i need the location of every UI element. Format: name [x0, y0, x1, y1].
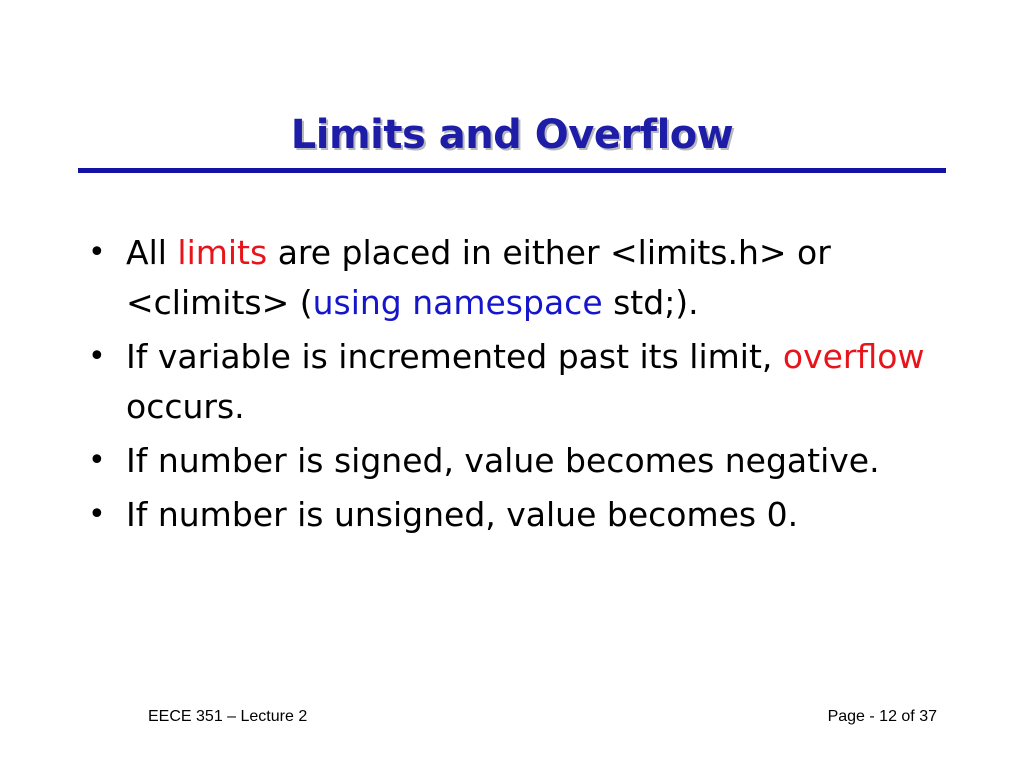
bullet-text-part: are placed in either <limits.h> or <climits> (	[126, 233, 831, 322]
bullet-icon: •	[88, 235, 106, 270]
footer-course-label: EECE 351 – Lecture 2	[148, 708, 308, 725]
bullet-text-part: std;).	[602, 283, 699, 322]
bullet-text-part: If variable is incremented past its limit,	[126, 337, 783, 376]
bullet-icon: •	[88, 443, 106, 478]
bullet-text-part: If number is unsigned, value becomes 0.	[126, 495, 799, 534]
bullet-item	[88, 490, 948, 540]
bullet-text-highlight: limits	[177, 233, 268, 272]
slide-title: Limits and Overflow	[290, 112, 734, 158]
bullet-text-part: occurs.	[126, 387, 245, 426]
bullet-text-part: If number is signed, value becomes negative.	[126, 441, 880, 480]
footer-page-number: Page - 12 of 37	[827, 708, 937, 725]
bullet-item	[88, 332, 948, 432]
bullet-icon: •	[88, 339, 106, 374]
title-underline	[78, 168, 946, 173]
bullet-icon: •	[88, 497, 106, 532]
bullet-list	[88, 228, 948, 544]
bullet-text-highlight: overflow	[782, 337, 925, 376]
bullet-item	[88, 436, 948, 486]
bullet-text-part: All	[126, 233, 178, 272]
bullet-text-keyword: using namespace	[312, 283, 603, 322]
bullet-item	[88, 228, 948, 328]
